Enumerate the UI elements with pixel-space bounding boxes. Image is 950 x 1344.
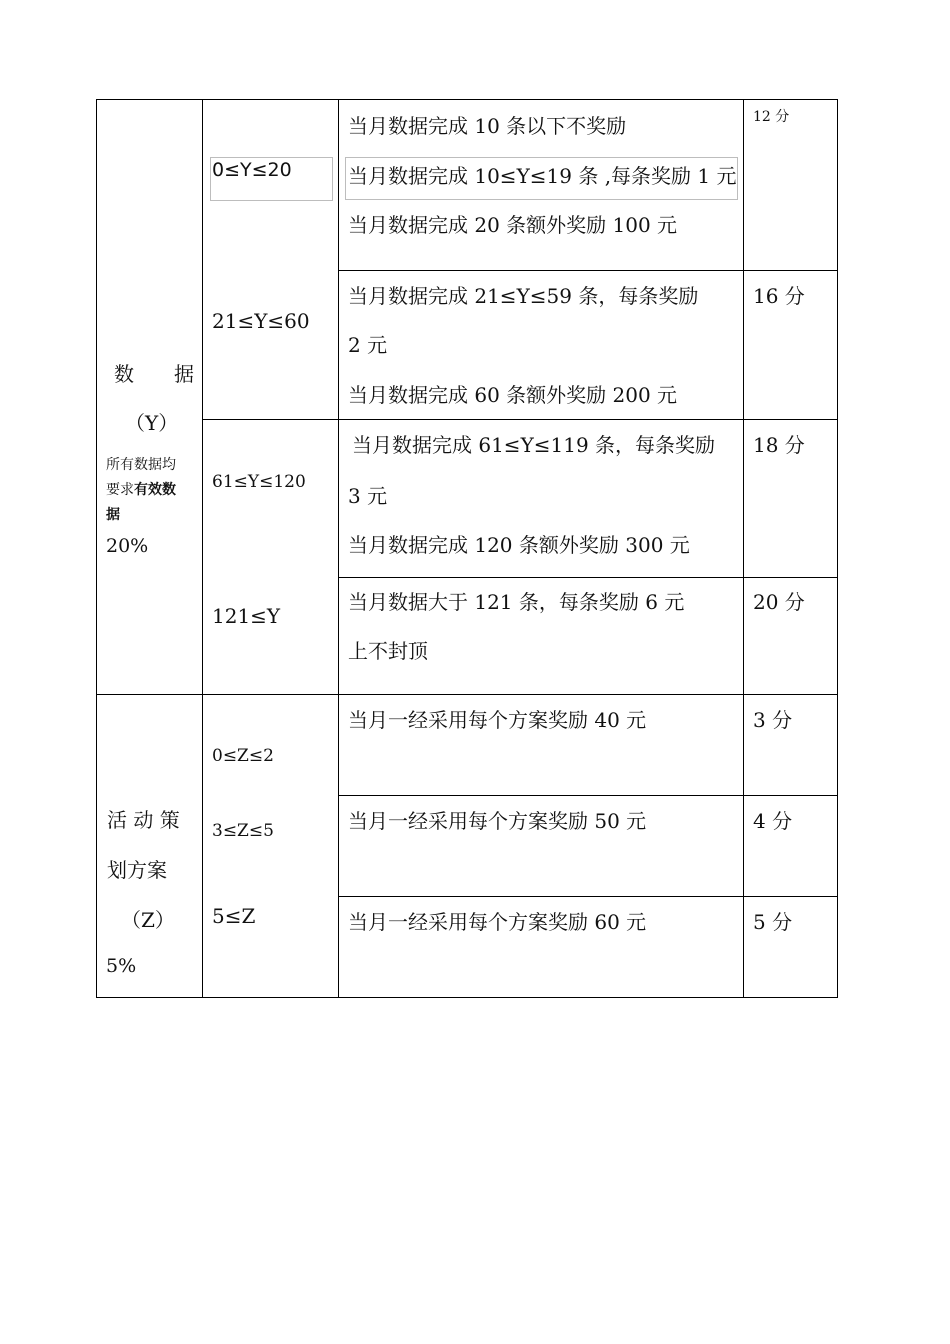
- y-weight: 20%: [106, 535, 149, 557]
- z-rule-1: 当月一经采用每个方案奖励 40 元: [348, 708, 647, 732]
- z-score-2: 4 分: [753, 809, 793, 833]
- row-divider: [338, 577, 838, 578]
- y-note-line2: [106, 479, 176, 499]
- y-rule-1-3: 当月数据完成 20 条额外奖励 100 元: [348, 213, 678, 237]
- z-range-3: 5≤Z: [212, 904, 256, 928]
- y-score-4: 20 分: [753, 590, 805, 614]
- z-rule-3: 当月一经采用每个方案奖励 60 元: [348, 910, 647, 934]
- row-divider: [338, 270, 838, 271]
- y-score-1: 12 分: [753, 109, 790, 125]
- y-note-bold: 有效数: [134, 482, 176, 498]
- y-rule-2-3: 当月数据完成 60 条额外奖励 200 元: [348, 383, 678, 407]
- y-range-4: 121≤Y: [212, 604, 281, 628]
- z-score-1: 3 分: [753, 708, 793, 732]
- row-divider: [202, 419, 838, 420]
- z-category-label-1: 活 动 策: [107, 808, 180, 832]
- y-note-line1: 所有数据均: [106, 457, 176, 473]
- y-range-3: 61≤Y≤120: [212, 472, 306, 492]
- y-rule-3-1: 当月数据完成 61≤Y≤119 条，每条奖励: [352, 433, 716, 457]
- reward-table: [96, 99, 838, 998]
- y-rule-2-1: 当月数据完成 21≤Y≤59 条，每条奖励: [348, 284, 699, 308]
- row-divider: [338, 896, 838, 897]
- table-bottom-border: [97, 997, 838, 998]
- y-note-line3: 据: [106, 507, 120, 523]
- y-score-2: 16 分: [753, 284, 805, 308]
- z-range-1: 0≤Z≤2: [212, 746, 274, 766]
- col-divider: [743, 100, 744, 998]
- z-category-symbol: （Z）: [121, 908, 175, 932]
- section-divider: [97, 694, 838, 695]
- z-range-2: 3≤Z≤5: [212, 821, 274, 841]
- y-rule-2-2: 2 元: [348, 333, 388, 357]
- y-category-symbol: （Y）: [125, 411, 179, 435]
- y-range-2: 21≤Y≤60: [212, 309, 310, 333]
- z-weight: 5%: [106, 955, 137, 977]
- table-right-border: [837, 100, 838, 998]
- col-divider: [202, 100, 203, 998]
- y-score-3: 18 分: [753, 433, 805, 457]
- y-rule-3-3: 当月数据完成 120 条额外奖励 300 元: [348, 533, 690, 557]
- col-divider: [338, 100, 339, 998]
- z-rule-2: 当月一经采用每个方案奖励 50 元: [348, 809, 647, 833]
- y-rule-3-2: 3 元: [348, 484, 388, 508]
- y-rule-4-2: 上不封顶: [348, 639, 428, 663]
- z-category-label-2: 划方案: [107, 858, 167, 882]
- row-divider: [338, 795, 838, 796]
- y-rule-1-2: 当月数据完成 10≤Y≤19 条 ,每条奖励 1 元: [348, 164, 737, 188]
- y-range-1: 0≤Y≤20: [212, 159, 292, 181]
- z-score-3: 5 分: [753, 910, 793, 934]
- y-category-label: 数 据: [114, 362, 194, 386]
- y-rule-4-1: 当月数据大于 121 条，每条奖励 6 元: [348, 590, 685, 614]
- y-rule-1-1: 当月数据完成 10 条以下不奖励: [348, 114, 627, 138]
- y-note-normal: 要求: [106, 482, 134, 498]
